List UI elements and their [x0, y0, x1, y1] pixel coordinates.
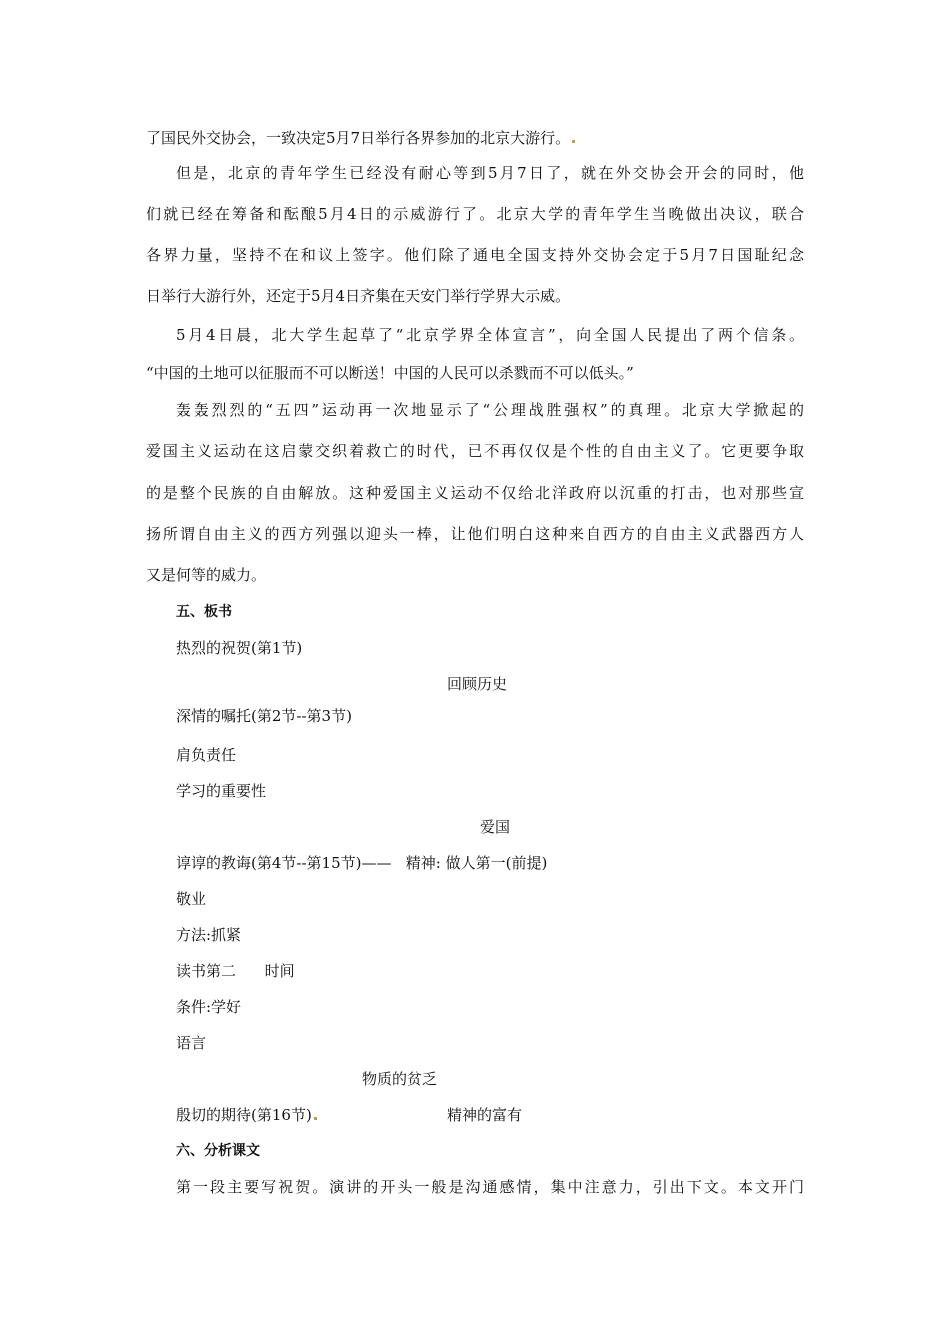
- paragraph-line: 轰轰烈烈的“五四”运动再一次地显示了“公理战胜强权”的真理。北京大学掀起的: [176, 401, 804, 419]
- board-line: 条件:学好: [176, 998, 242, 1016]
- board-line: 深情的嘱托(第2节--第3节): [176, 707, 352, 725]
- edit-mark: [572, 140, 575, 143]
- board-line: 热烈的祝贺(第1节): [176, 639, 303, 657]
- board-line: 精神的富有: [447, 1106, 523, 1124]
- board-line: 殷切的期待(第16节): [176, 1105, 317, 1125]
- paragraph-line: 日举行大游行外，还定于5月4日齐集在天安门举行学界大示威。: [146, 287, 571, 305]
- paragraph-line: 但是，北京的青年学生已经没有耐心等到5月7日了，就在外交协会开会的同时，他: [176, 164, 804, 182]
- board-line: 敬业: [176, 890, 207, 908]
- board-line: 物质的贫乏: [362, 1070, 438, 1088]
- edit-mark: [314, 1117, 317, 1120]
- board-line: 肩负责任: [176, 746, 237, 764]
- paragraph-line: 们就已经在筹备和酝酿5月4日的示威游行了。北京大学的青年学生当晚做出决议，联合: [146, 205, 804, 223]
- section-heading: 六、分析课文: [176, 1143, 260, 1159]
- paragraph-line: “中国的土地可以征服而不可以断送！中国的人民可以杀戮而不可以低头。”: [146, 364, 634, 382]
- board-line: 学习的重要性: [176, 782, 267, 800]
- section-heading: 五、板书: [176, 604, 232, 620]
- board-line: 语言: [176, 1034, 207, 1052]
- board-line: 读书第二 时间: [176, 962, 295, 980]
- board-line: 回顾历史: [447, 675, 508, 693]
- paragraph-line: 了国民外交协会，一致决定5月7日举行各界参加的北京大游行。: [146, 128, 575, 148]
- paragraph-line: 第一段主要写祝贺。演讲的开头一般是沟通感情，集中注意力，引出下文。本文开门: [176, 1178, 804, 1196]
- paragraph-line: 5月4日晨，北大学生起草了“北京学界全体宣言”，向全国人民提出了两个信条。: [176, 326, 804, 344]
- paragraph-line: 各界力量，坚持不在和议上签字。他们除了通电全国支持外交协会定于5月7日国耻纪念: [146, 246, 804, 264]
- paragraph-line: 爱国主义运动在这启蒙交织着救亡的时代，已不再仅仅是个性的自由主义了。它更要争取: [146, 442, 804, 460]
- board-line: 谆谆的教诲(第4节--第15节)—— 精神: 做人第一(前提): [176, 854, 548, 872]
- board-line: 爱国: [480, 818, 511, 836]
- paragraph-line: 又是何等的威力。: [146, 566, 267, 584]
- paragraph-line: 扬所谓自由主义的西方列强以迎头一棒，让他们明白这种来自西方的自由主义武器西方人: [146, 525, 804, 543]
- paragraph-line: 的是整个民族的自由解放。这种爱国主义运动不仅给北洋政府以沉重的打击，也对那些宣: [146, 484, 804, 502]
- board-line: 方法:抓紧: [176, 926, 242, 944]
